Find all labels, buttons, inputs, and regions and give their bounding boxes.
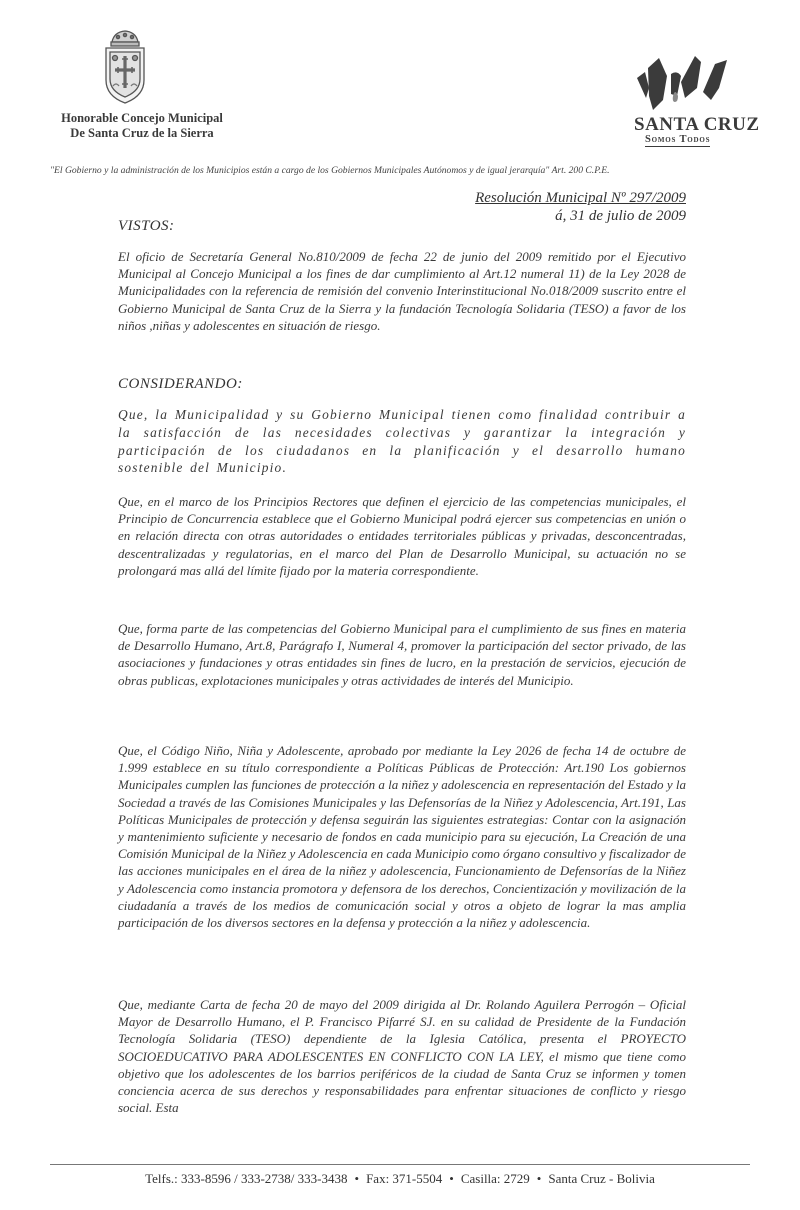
footer-separator: • <box>449 1171 454 1186</box>
coat-of-arms-icon <box>100 28 150 106</box>
council-name-line2: De Santa Cruz de la Sierra <box>70 126 214 140</box>
considerando-heading: CONSIDERANDO: <box>118 376 243 392</box>
vistos-heading: VISTOS: <box>118 218 175 234</box>
logo-tagline: Somos Todos <box>645 134 711 145</box>
considerando-paragraph-1: Que, la Municipalidad y su Gobierno Municipal tienen como finalidad contribuir a la satisfacción de las necesidades colectivas y garantizar la integración y participación de los ciudadanos en la planificación y el desarrollo humano sostenible del Municipio. <box>118 407 686 476</box>
considerando-paragraph-3: Que, forma parte de las competencias del Gobierno Municipal para el cumplimiento de sus fines en materia de Desarrollo Humano, Art.8, Parágrafo I, Numeral 4, promover la participación del sector privado, de las asociaciones y fundaciones y otras entidades sin fines de lucro, en la prestación de servicios, ejecución de obras publicas, explotaciones municipales y otras actividades de interés del Municipio. <box>118 621 686 688</box>
constitution-quote: "El Gobierno y la administración de los Municipios están a cargo de los Gobiernos Municipales Autónomos y de igual jerarquía" Art. 200 C.P.E. <box>50 165 610 176</box>
resolution-date: á, 31 de julio de 2009 <box>555 208 686 224</box>
footer-location: Santa Cruz - Bolivia <box>548 1171 655 1186</box>
vistos-paragraph: El oficio de Secretaría General No.810/2009 de fecha 22 de junio del 2009 remitido por el Ejecutivo Municipal al Concejo Municipal a los fines de dar cumplimiento al Art.12 numeral 11) de la Ley 2028 de Municipalidades con la referencia de remisión del convenio Interinstitucional No.018/2009 suscrito entre el Gobierno Municipal de Santa Cruz de la Sierra y la fundación Tecnología Solidaria (TESO) a favor de los niños ,niñas y adolescentes en situación de riesgo. <box>118 249 686 333</box>
footer-separator: • <box>536 1171 542 1186</box>
footer-phones: Telfs.: 333-8596 / 333-2738/ 333-3438 <box>145 1171 348 1186</box>
considerando-paragraph-2: Que, en el marco de los Principios Rectores que definen el ejercicio de las competencias municipales, el Principio de Concurrencia establece que el Gobierno Municipal podrá ejercer sus competencias en unión o en relación directa con otras autoridades o entidades territoriales públicas y privadas, desconcentradas, descentralizadas y regulatorias, en el marco del Plan de Desarrollo Municipal, su actuación no se prolongará mas allá del límite fijado por la materia correspondiente. <box>118 494 686 578</box>
council-name-line1: Honorable Concejo Municipal <box>61 111 223 125</box>
footer-casilla: Casilla: 2729 <box>460 1171 530 1186</box>
footer-fax: Fax: 371-5504 <box>366 1171 443 1186</box>
considerando-paragraph-4: Que, el Código Niño, Niña y Adolescente, aprobado por mediante la Ley 2026 de fecha 14 de octubre de 1.999 establece en su título correspondiente a Políticas Públicas de Protección: Art.190 Los gobiernos Municipales cumplen las funciones de protección a la niñez y adolescencia en representación del Estado y la Sociedad a través de las Comisiones Municipales y las Defensorías de la Niñez y Adolescencia, Art.191, Las Políticas Municipales de protección y defensa seguirán las siguientes estrategias: Contar con la asignación y mantenimiento suficiente y necesario de fondos en cada municipio para su ejecución, La Creación de una Comisión Municipal de la Niñez y Adolescencia en cada Municipio como órgano consultivo y fiscalizador de las acciones municipales en el área de la niñez y adolescencia, Funcionamiento de Defensorías de la Niñez y Adolescencia como instancia promotora y defensora de los derechos, Concientización y movilización de la ciudadanía a través de los medios de comunicación social y otros a objeto de lograr la mas amplia participación de los diversos sectores en la defensa y protección a la niñez y adolescencia. <box>118 743 686 931</box>
logo-wordmark: SANTA CRUZ <box>634 114 760 135</box>
council-name <box>52 111 232 141</box>
footer-contact <box>0 1171 800 1187</box>
resolution-title: Resolución Municipal Nº 297/2009 <box>475 190 686 206</box>
footer-separator: • <box>354 1171 360 1186</box>
considerando-paragraph-5: Que, mediante Carta de fecha 20 de mayo del 2009 dirigida al Dr. Rolando Aguilera Perrogón – Oficial Mayor de Desarrollo Humano, el P. Francisco Pifarré SJ. en su calidad de Presidente de la Fundación Tecnología Solidaria (TESO) dependiente de la Iglesia Católica, presenta el PROYECTO SOCIOEDUCATIVO PARA ADOLESCENTES EN CONFLICTO CON LA LEY, el mismo que tiene como objetivo que los adolescentes de los barrios periféricos de la ciudad de Santa Cruz se informen y tomen conciencia acerca de sus derechos y responsabilidades para enfrentar situaciones de conflicto y riesgo social. Esta <box>118 997 686 1116</box>
footer-divider <box>50 1164 750 1165</box>
